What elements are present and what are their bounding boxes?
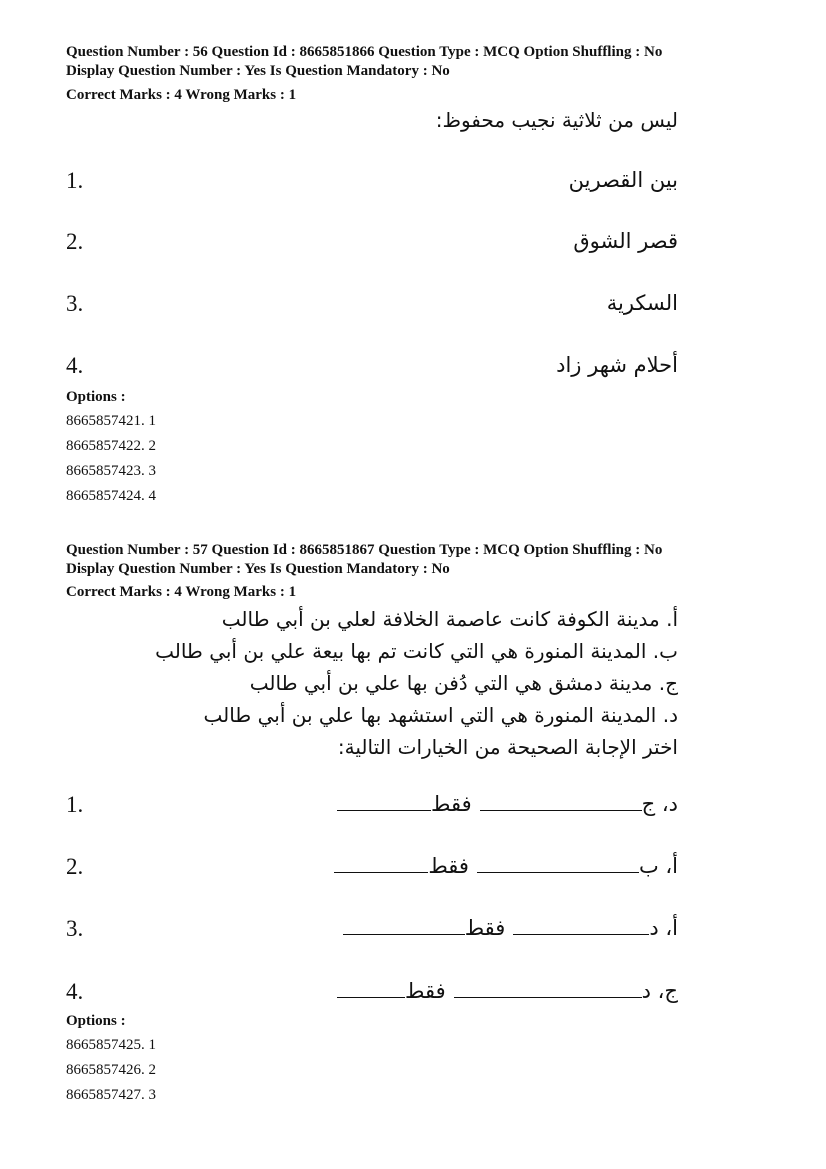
choice-text: السكرية xyxy=(606,291,678,315)
statement-c: ج. مدينة دمشق هي التي دُفن بها علي بن أبي طالب xyxy=(249,671,678,695)
choice-letters: أ، د xyxy=(649,916,678,940)
choice-number: 1. xyxy=(66,168,84,193)
option-id: 8665857424. 4 xyxy=(66,488,156,504)
choice-number: 4. xyxy=(66,979,84,1004)
choice-number: 4. xyxy=(66,353,84,378)
question-marks: Correct Marks : 4 Wrong Marks : 1 xyxy=(66,584,297,600)
blank-line xyxy=(454,979,642,998)
option-id: 8665857422. 2 xyxy=(66,438,156,454)
choice-number: 3. xyxy=(66,916,84,941)
blank-line xyxy=(480,792,642,811)
choice-row xyxy=(337,792,678,816)
question-header: Question Number : 57 Question Id : 8665851867 Question Type : MCQ Option Shuffling : No xyxy=(66,542,663,558)
question-instruction: اختر الإجابة الصحيحة من الخيارات التالية: xyxy=(337,735,678,759)
choice-word: فقط xyxy=(428,854,469,878)
options-label: Options : xyxy=(66,1013,126,1029)
choice-text: أحلام شهر زاد xyxy=(556,353,678,377)
option-id: 8665857425. 1 xyxy=(66,1037,156,1053)
choice-row xyxy=(334,854,678,878)
choice-text: قصر الشوق xyxy=(573,229,678,253)
choice-letters: ج، د xyxy=(641,979,678,1003)
question-display-info: Display Question Number : Yes Is Question Mandatory : No xyxy=(66,63,450,79)
blank-line xyxy=(334,854,428,873)
choice-number: 2. xyxy=(66,229,84,254)
statement-d: د. المدينة المنورة هي التي استشهد بها علي بن أبي طالب xyxy=(203,703,678,727)
statement-a: أ. مدينة الكوفة كانت عاصمة الخلافة لعلي بن أبي طالب xyxy=(221,607,678,631)
blank-line xyxy=(513,916,649,935)
question-marks: Correct Marks : 4 Wrong Marks : 1 xyxy=(66,87,297,103)
option-id: 8665857426. 2 xyxy=(66,1062,156,1078)
choice-word: فقط xyxy=(431,792,472,816)
option-id: 8665857421. 1 xyxy=(66,413,156,429)
choice-word: فقط xyxy=(464,916,506,940)
question-stem: ليس من ثلاثية نجيب محفوظ: xyxy=(435,108,678,132)
choice-letters: أ، ب xyxy=(638,854,678,878)
blank-line xyxy=(337,792,431,811)
option-id: 8665857427. 3 xyxy=(66,1087,156,1103)
choice-number: 3. xyxy=(66,291,84,316)
choice-letters: د، ج xyxy=(641,792,678,816)
question-display-info: Display Question Number : Yes Is Question Mandatory : No xyxy=(66,561,450,577)
options-label: Options : xyxy=(66,389,126,405)
choice-text: بين القصرين xyxy=(568,168,678,192)
blank-line xyxy=(343,916,465,935)
choice-number: 2. xyxy=(66,854,84,879)
choice-row xyxy=(337,979,678,1003)
question-header: Question Number : 56 Question Id : 8665851866 Question Type : MCQ Option Shuffling : No xyxy=(66,44,663,60)
choice-row xyxy=(343,916,678,940)
choice-number: 1. xyxy=(66,792,84,817)
choice-word: فقط xyxy=(405,979,446,1003)
option-id: 8665857423. 3 xyxy=(66,463,156,479)
blank-line xyxy=(477,854,639,873)
blank-line xyxy=(337,979,405,998)
statement-b: ب. المدينة المنورة هي التي كانت تم بها بيعة علي بن أبي طالب xyxy=(155,639,678,663)
